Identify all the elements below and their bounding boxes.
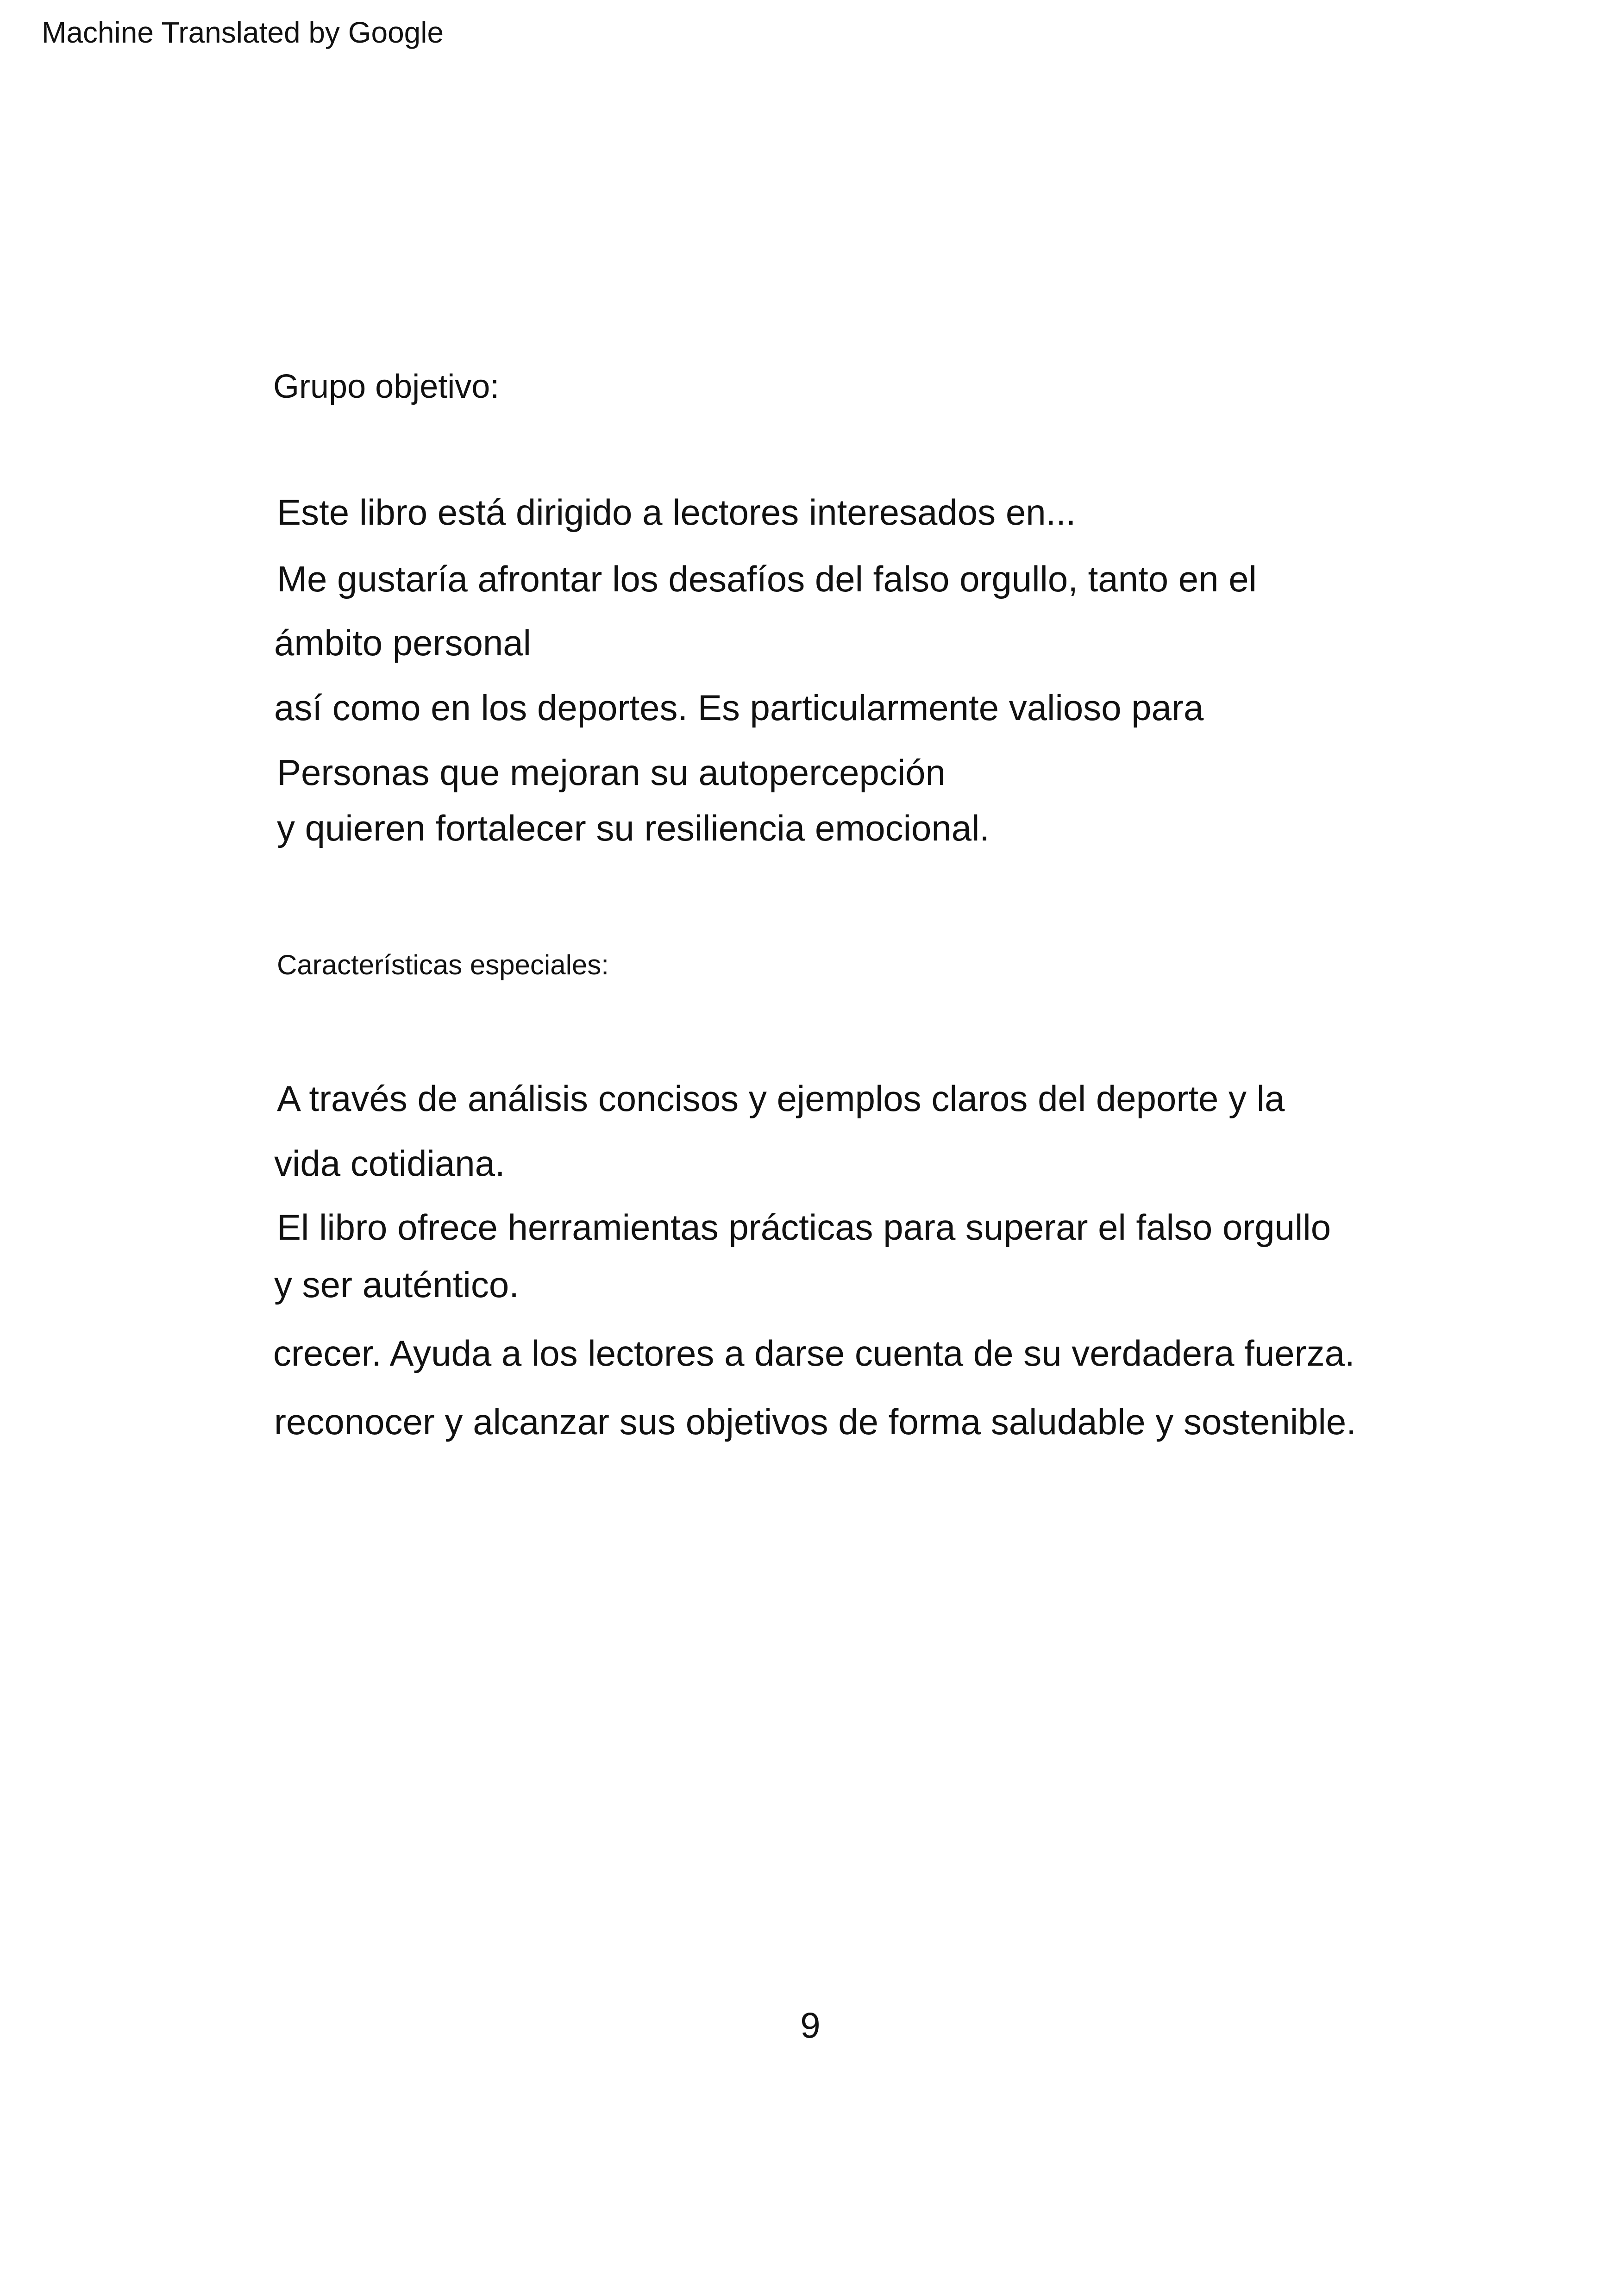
special-features-line: reconocer y alcanzar sus objetivos de forma saludable y sostenible.: [274, 1401, 1356, 1442]
special-features-line: y ser auténtico.: [274, 1264, 519, 1305]
target-group-line: Personas que mejoran su autopercepción: [277, 752, 946, 793]
special-features-line: vida cotidiana.: [274, 1143, 505, 1184]
target-group-line: Me gustaría afrontar los desafíos del falso orgullo, tanto en el: [277, 558, 1257, 599]
special-features-line: crecer. Ayuda a los lectores a darse cuenta de su verdadera fuerza.: [273, 1333, 1355, 1374]
target-group-line: y quieren fortalecer su resiliencia emocional.: [277, 808, 990, 848]
target-group-line: así como en los deportes. Es particularmente valioso para: [274, 687, 1204, 728]
translation-note: Machine Translated by Google: [42, 16, 444, 49]
target-group-line: Este libro está dirigido a lectores interesados en...: [277, 492, 1076, 533]
special-features-line: A través de análisis concisos y ejemplos claros del deporte y la: [277, 1078, 1285, 1119]
page-number: 9: [800, 2005, 821, 2045]
special-features-line: El libro ofrece herramientas prácticas para superar el falso orgullo: [277, 1207, 1331, 1248]
special-features-heading: Características especiales:: [277, 949, 609, 980]
target-group-heading: Grupo objetivo:: [273, 368, 500, 405]
target-group-line: ámbito personal: [274, 622, 531, 663]
